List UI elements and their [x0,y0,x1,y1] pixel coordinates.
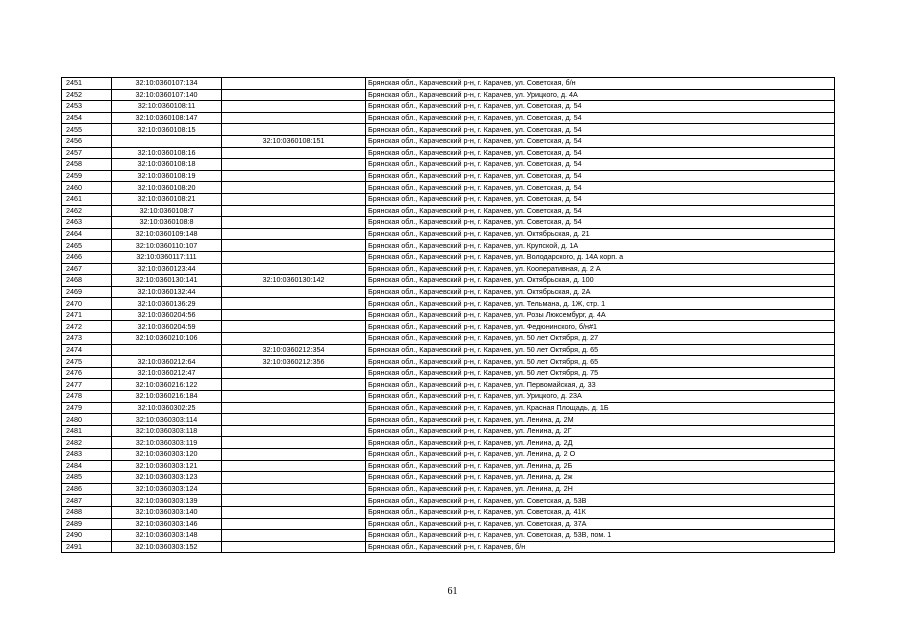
row-number-cell: 2454 [62,112,112,124]
related-cadastral-number-cell [222,170,366,182]
row-number-cell: 2470 [62,298,112,310]
related-cadastral-number-cell [222,414,366,426]
row-number-cell: 2451 [62,78,112,90]
row-number-cell: 2469 [62,286,112,298]
address-cell: Брянская обл., Карачевский р-н, г. Карачев, ул. Ленина, д. 2Б [366,460,835,472]
row-number-cell: 2486 [62,483,112,495]
address-cell: Брянская обл., Карачевский р-н, г. Карачев, ул. Розы Люксембург, д. 4А [366,309,835,321]
table-row [62,182,835,194]
address-cell: Брянская обл., Карачевский р-н, г. Карачев, ул. Советская, д. 54 [366,170,835,182]
cadastral-number-cell: 32:10:0360303:118 [112,425,222,437]
cadastral-number-cell: 32:10:0360303:119 [112,437,222,449]
cadastral-number-cell: 32:10:0360303:121 [112,460,222,472]
table-row [62,483,835,495]
table-row [62,147,835,159]
address-cell: Брянская обл., Карачевский р-н, г. Карачев, ул. Урицкого, д. 4А [366,89,835,101]
table-row [62,251,835,263]
address-cell: Брянская обл., Карачевский р-н, г. Карачев, ул. Крупской, д. 1А [366,240,835,252]
related-cadastral-number-cell [222,193,366,205]
related-cadastral-number-cell [222,309,366,321]
related-cadastral-number-cell [222,228,366,240]
row-number-cell: 2457 [62,147,112,159]
cadastral-number-cell: 32:10:0360117:111 [112,251,222,263]
row-number-cell: 2488 [62,506,112,518]
row-number-cell: 2480 [62,414,112,426]
row-number-cell: 2489 [62,518,112,530]
row-number-cell: 2464 [62,228,112,240]
address-cell: Брянская обл., Карачевский р-н, г. Карачев, ул. Октябрьская, д. 2А [366,286,835,298]
cadastral-number-cell: 32:10:0360130:141 [112,275,222,287]
table-row [62,159,835,171]
cadastral-number-cell: 32:10:0360212:64 [112,356,222,368]
table-row [62,530,835,542]
table-row [62,135,835,147]
row-number-cell: 2463 [62,217,112,229]
row-number-cell: 2491 [62,541,112,553]
table-row [62,391,835,403]
table-row [62,321,835,333]
address-cell: Брянская обл., Карачевский р-н, г. Карачев, ул. Федюнинского, б/н#1 [366,321,835,333]
cadastral-number-cell: 32:10:0360132:44 [112,286,222,298]
related-cadastral-number-cell [222,391,366,403]
row-number-cell: 2483 [62,449,112,461]
related-cadastral-number-cell [222,321,366,333]
related-cadastral-number-cell [222,506,366,518]
address-cell: Брянская обл., Карачевский р-н, г. Карачев, ул. Первомайская, д. 33 [366,379,835,391]
table-row [62,170,835,182]
table-row [62,228,835,240]
related-cadastral-number-cell: 32:10:0360212:354 [222,344,366,356]
address-cell: Брянская обл., Карачевский р-н, г. Карачев, ул. Ленина, д. 2 О [366,449,835,461]
table-row [62,333,835,345]
table-row [62,518,835,530]
row-number-cell: 2468 [62,275,112,287]
address-cell: Брянская обл., Карачевский р-н, г. Карачев, б/н [366,541,835,553]
cadastral-number-cell: 32:10:0360303:123 [112,472,222,484]
cadastral-number-cell: 32:10:0360110:107 [112,240,222,252]
cadastral-number-cell: 32:10:0360216:122 [112,379,222,391]
table-row [62,89,835,101]
cadastral-number-cell: 32:10:0360123:44 [112,263,222,275]
address-cell: Брянская обл., Карачевский р-н, г. Карачев, ул. Октябрьская, д. 21 [366,228,835,240]
related-cadastral-number-cell [222,437,366,449]
row-number-cell: 2465 [62,240,112,252]
cadastral-number-cell: 32:10:0360303:152 [112,541,222,553]
table-row [62,124,835,136]
table-row [62,344,835,356]
row-number-cell: 2490 [62,530,112,542]
address-cell: Брянская обл., Карачевский р-н, г. Карачев, ул. Ленина, д. 2Г [366,425,835,437]
related-cadastral-number-cell [222,298,366,310]
related-cadastral-number-cell [222,205,366,217]
table-row [62,217,835,229]
row-number-cell: 2476 [62,367,112,379]
address-cell: Брянская обл., Карачевский р-н, г. Карачев, ул. Советская, д. 54 [366,159,835,171]
table-row [62,379,835,391]
row-number-cell: 2462 [62,205,112,217]
related-cadastral-number-cell [222,449,366,461]
cadastral-number-cell: 32:10:0360108:16 [112,147,222,159]
cadastral-number-cell: 32:10:0360303:140 [112,506,222,518]
table-row [62,298,835,310]
address-cell: Брянская обл., Карачевский р-н, г. Карачев, ул. 50 лет Октября, д. 65 [366,356,835,368]
related-cadastral-number-cell [222,124,366,136]
related-cadastral-number-cell [222,379,366,391]
related-cadastral-number-cell [222,472,366,484]
related-cadastral-number-cell [222,495,366,507]
address-cell: Брянская обл., Карачевский р-н, г. Карачев, ул. Советская, д. 54 [366,217,835,229]
address-cell: Брянская обл., Карачевский р-н, г. Карачев, ул. Советская, д. 54 [366,193,835,205]
address-cell: Брянская обл., Карачевский р-н, г. Карачев, ул. 50 лет Октября, д. 75 [366,367,835,379]
related-cadastral-number-cell [222,530,366,542]
address-cell: Брянская обл., Карачевский р-н, г. Карачев, ул. Советская, д. 54 [366,101,835,113]
table-row [62,263,835,275]
table-row [62,286,835,298]
address-cell: Брянская обл., Карачевский р-н, г. Карачев, ул. Советская, б/н [366,78,835,90]
related-cadastral-number-cell [222,182,366,194]
table-row [62,240,835,252]
row-number-cell: 2487 [62,495,112,507]
cadastral-number-cell: 32:10:0360107:140 [112,89,222,101]
related-cadastral-number-cell [222,78,366,90]
address-cell: Брянская обл., Карачевский р-н, г. Карачев, ул. Октябрьская, д. 100 [366,275,835,287]
row-number-cell: 2475 [62,356,112,368]
row-number-cell: 2453 [62,101,112,113]
cadastral-number-cell [112,344,222,356]
address-cell: Брянская обл., Карачевский р-н, г. Карачев, ул. Советская, д. 54 [366,112,835,124]
address-cell: Брянская обл., Карачевский р-н, г. Карачев, ул. Советская, д. 54 [366,205,835,217]
related-cadastral-number-cell [222,518,366,530]
related-cadastral-number-cell: 32:10:0360130:142 [222,275,366,287]
cadastral-number-cell: 32:10:0360303:120 [112,449,222,461]
address-cell: Брянская обл., Карачевский р-н, г. Карачев, ул. Ленина, д. 2М [366,414,835,426]
table-row [62,101,835,113]
cadastral-number-cell: 32:10:0360136:29 [112,298,222,310]
address-cell: Брянская обл., Карачевский р-н, г. Карачев, ул. Красная Площадь, д. 1Б [366,402,835,414]
address-cell: Брянская обл., Карачевский р-н, г. Карачев, ул. Советская, д. 53В, пом. 1 [366,530,835,542]
table-row [62,112,835,124]
related-cadastral-number-cell [222,541,366,553]
address-cell: Брянская обл., Карачевский р-н, г. Карачев, ул. Советская, д. 37А [366,518,835,530]
address-cell: Брянская обл., Карачевский р-н, г. Карачев, ул. Ленина, д. 2Д [366,437,835,449]
row-number-cell: 2477 [62,379,112,391]
cadastral-number-cell: 32:10:0360108:21 [112,193,222,205]
address-cell: Брянская обл., Карачевский р-н, г. Карачев, ул. Володарского, д. 14А корп. а [366,251,835,263]
related-cadastral-number-cell [222,101,366,113]
cadastral-number-cell [112,135,222,147]
related-cadastral-number-cell [222,147,366,159]
table-row [62,205,835,217]
cadastral-number-cell: 32:10:0360108:15 [112,124,222,136]
address-cell: Брянская обл., Карачевский р-н, г. Карачев, ул. Советская, д. 54 [366,124,835,136]
cadastral-number-cell: 32:10:0360303:124 [112,483,222,495]
address-cell: Брянская обл., Карачевский р-н, г. Карачев, ул. Советская, д. 54 [366,147,835,159]
row-number-cell: 2466 [62,251,112,263]
cadastral-number-cell: 32:10:0360303:114 [112,414,222,426]
row-number-cell: 2461 [62,193,112,205]
row-number-cell: 2458 [62,159,112,171]
address-cell: Брянская обл., Карачевский р-н, г. Карачев, ул. Ленина, д. 2Н [366,483,835,495]
address-cell: Брянская обл., Карачевский р-н, г. Карачев, ул. 50 лет Октября, д. 65 [366,344,835,356]
address-cell: Брянская обл., Карачевский р-н, г. Карачев, ул. Советская, д. 54 [366,135,835,147]
address-cell: Брянская обл., Карачевский р-н, г. Карачев, ул. Советская, д. 41К [366,506,835,518]
address-cell: Брянская обл., Карачевский р-н, г. Карачев, ул. Ленина, д. 2ж [366,472,835,484]
row-number-cell: 2472 [62,321,112,333]
registry-table [61,77,835,553]
related-cadastral-number-cell [222,425,366,437]
cadastral-number-cell: 32:10:0360108:8 [112,217,222,229]
cadastral-number-cell: 32:10:0360303:139 [112,495,222,507]
related-cadastral-number-cell [222,367,366,379]
address-cell: Брянская обл., Карачевский р-н, г. Карачев, ул. Урицкого, д. 23А [366,391,835,403]
table-row [62,78,835,90]
table-row [62,425,835,437]
table-row [62,414,835,426]
related-cadastral-number-cell [222,286,366,298]
row-number-cell: 2459 [62,170,112,182]
row-number-cell: 2456 [62,135,112,147]
row-number-cell: 2482 [62,437,112,449]
related-cadastral-number-cell: 32:10:0360108:151 [222,135,366,147]
table-row [62,460,835,472]
table-row [62,275,835,287]
row-number-cell: 2485 [62,472,112,484]
related-cadastral-number-cell [222,89,366,101]
related-cadastral-number-cell [222,112,366,124]
table-row [62,541,835,553]
cadastral-number-cell: 32:10:0360204:59 [112,321,222,333]
table-row [62,309,835,321]
related-cadastral-number-cell [222,159,366,171]
table-row [62,506,835,518]
table-row [62,472,835,484]
related-cadastral-number-cell [222,333,366,345]
table-row [62,402,835,414]
related-cadastral-number-cell [222,263,366,275]
cadastral-number-cell: 32:10:0360216:184 [112,391,222,403]
cadastral-number-cell: 32:10:0360107:134 [112,78,222,90]
row-number-cell: 2455 [62,124,112,136]
address-cell: Брянская обл., Карачевский р-н, г. Карачев, ул. Тельмана, д. 1Ж, стр. 1 [366,298,835,310]
related-cadastral-number-cell [222,240,366,252]
row-number-cell: 2467 [62,263,112,275]
row-number-cell: 2474 [62,344,112,356]
cadastral-number-cell: 32:10:0360204:56 [112,309,222,321]
row-number-cell: 2478 [62,391,112,403]
registry-body [62,78,835,553]
cadastral-number-cell: 32:10:0360108:7 [112,205,222,217]
row-number-cell: 2479 [62,402,112,414]
cadastral-number-cell: 32:10:0360210:106 [112,333,222,345]
cadastral-number-cell: 32:10:0360108:11 [112,101,222,113]
table-row [62,367,835,379]
cadastral-number-cell: 32:10:0360212:47 [112,367,222,379]
related-cadastral-number-cell [222,402,366,414]
cadastral-number-cell: 32:10:0360303:146 [112,518,222,530]
cadastral-number-cell: 32:10:0360108:18 [112,159,222,171]
table-row [62,449,835,461]
table-row [62,495,835,507]
row-number-cell: 2471 [62,309,112,321]
table-row [62,356,835,368]
address-cell: Брянская обл., Карачевский р-н, г. Карачев, ул. Советская, д. 54 [366,182,835,194]
cadastral-number-cell: 32:10:0360108:147 [112,112,222,124]
cadastral-number-cell: 32:10:0360303:148 [112,530,222,542]
related-cadastral-number-cell: 32:10:0360212:356 [222,356,366,368]
cadastral-number-cell: 32:10:0360108:20 [112,182,222,194]
address-cell: Брянская обл., Карачевский р-н, г. Карачев, ул. Кооперативная, д. 2 А [366,263,835,275]
row-number-cell: 2452 [62,89,112,101]
row-number-cell: 2460 [62,182,112,194]
row-number-cell: 2481 [62,425,112,437]
related-cadastral-number-cell [222,251,366,263]
cadastral-number-cell: 32:10:0360109:148 [112,228,222,240]
related-cadastral-number-cell [222,483,366,495]
table-row [62,193,835,205]
related-cadastral-number-cell [222,460,366,472]
related-cadastral-number-cell [222,217,366,229]
cadastral-number-cell: 32:10:0360108:19 [112,170,222,182]
cadastral-number-cell: 32:10:0360302:25 [112,402,222,414]
row-number-cell: 2473 [62,333,112,345]
address-cell: Брянская обл., Карачевский р-н, г. Карачев, ул. 50 лет Октября, д. 27 [366,333,835,345]
address-cell: Брянская обл., Карачевский р-н, г. Карачев, ул. Советская, д. 53В [366,495,835,507]
row-number-cell: 2484 [62,460,112,472]
table-row [62,437,835,449]
page-number: 61 [447,586,458,597]
